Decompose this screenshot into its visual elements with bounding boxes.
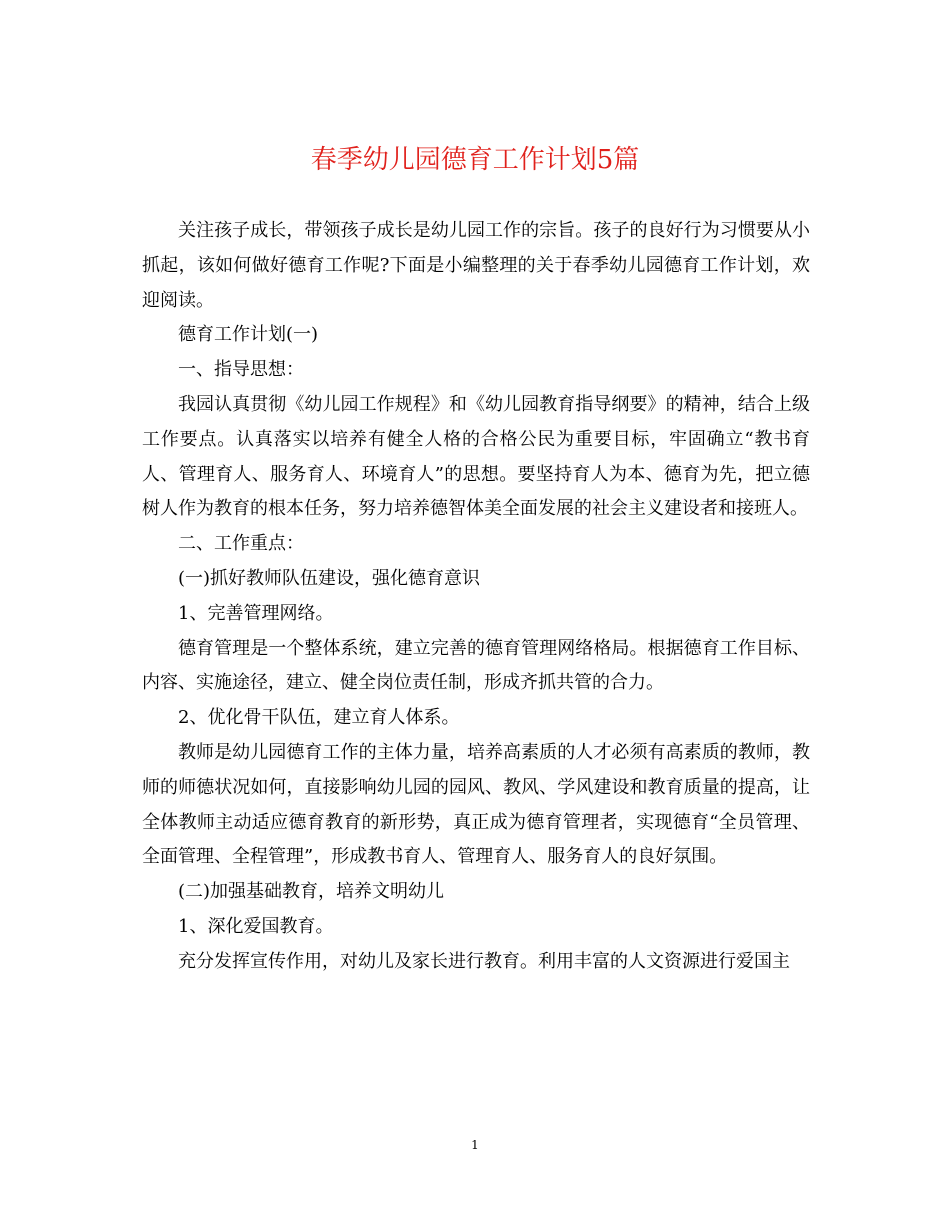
paragraph-intro: 关注孩子成长，带领孩子成长是幼儿园工作的宗旨。孩子的良好行为习惯要从小抓起，该如何做好德育工作呢?下面是小编整理的关于春季幼儿园德育工作计划，欢迎阅读。 bbox=[142, 220, 810, 311]
paragraph-section-heading: 一、指导思想： bbox=[178, 359, 304, 381]
paragraph-item-heading: 2、优化骨干队伍，建立育人体系。 bbox=[178, 707, 460, 729]
paragraph-subheading: (一)抓好教师队伍建设，强化德育意识 bbox=[178, 567, 481, 589]
paragraph-body: 充分发挥宣传作用，对幼儿及家长进行教育。利用丰富的人文资源进行爱国主 bbox=[178, 950, 790, 972]
paragraph-item-heading: 1、深化爱国教育。 bbox=[178, 915, 334, 937]
document-title: 春季幼儿园德育工作计划5篇 bbox=[310, 145, 640, 175]
document-body bbox=[142, 214, 810, 980]
paragraph-subheading: (二)加强基础教育，培养文明幼儿 bbox=[178, 881, 445, 903]
paragraph-body: 德育管理是一个整体系统，建立完善的德育管理网络格局。根据德育工作目标、内容、实施途径，建立、健全岗位责任制，形成齐抓共管的合力。 bbox=[142, 637, 810, 694]
paragraph-body: 教师是幼儿园德育工作的主体力量，培养高素质的人才必须有高素质的教师，教师的师德状况如何，直接影响幼儿园的园风、教风、学风建设和教育质量的提高，让全体教师主动适应德育教育的新形势，真正成为德育管理者，实现德育“全员管理、全面管理、全程管理”，形成教书育人、管理育人、服务育人的良好氛围。 bbox=[142, 741, 810, 868]
paragraph-section-heading: 二、工作重点： bbox=[178, 533, 304, 555]
page-number: 1 bbox=[471, 1138, 479, 1152]
paragraph-body: 我园认真贯彻《幼儿园工作规程》和《幼儿园教育指导纲要》的精神，结合上级工作要点。认真落实以培养有健全人格的合格公民为重要目标，牢固确立“教书育人、管理育人、服务育人、环境育人”的思想。要坚持育人为本、德育为先，把立德树人作为教育的根本任务，努力培养德智体美全面发展的社会主义建设者和接班人。 bbox=[142, 393, 810, 520]
paragraph-plan-heading: 德育工作计划(一) bbox=[178, 324, 319, 346]
paragraph-item-heading: 1、完善管理网络。 bbox=[178, 602, 334, 624]
